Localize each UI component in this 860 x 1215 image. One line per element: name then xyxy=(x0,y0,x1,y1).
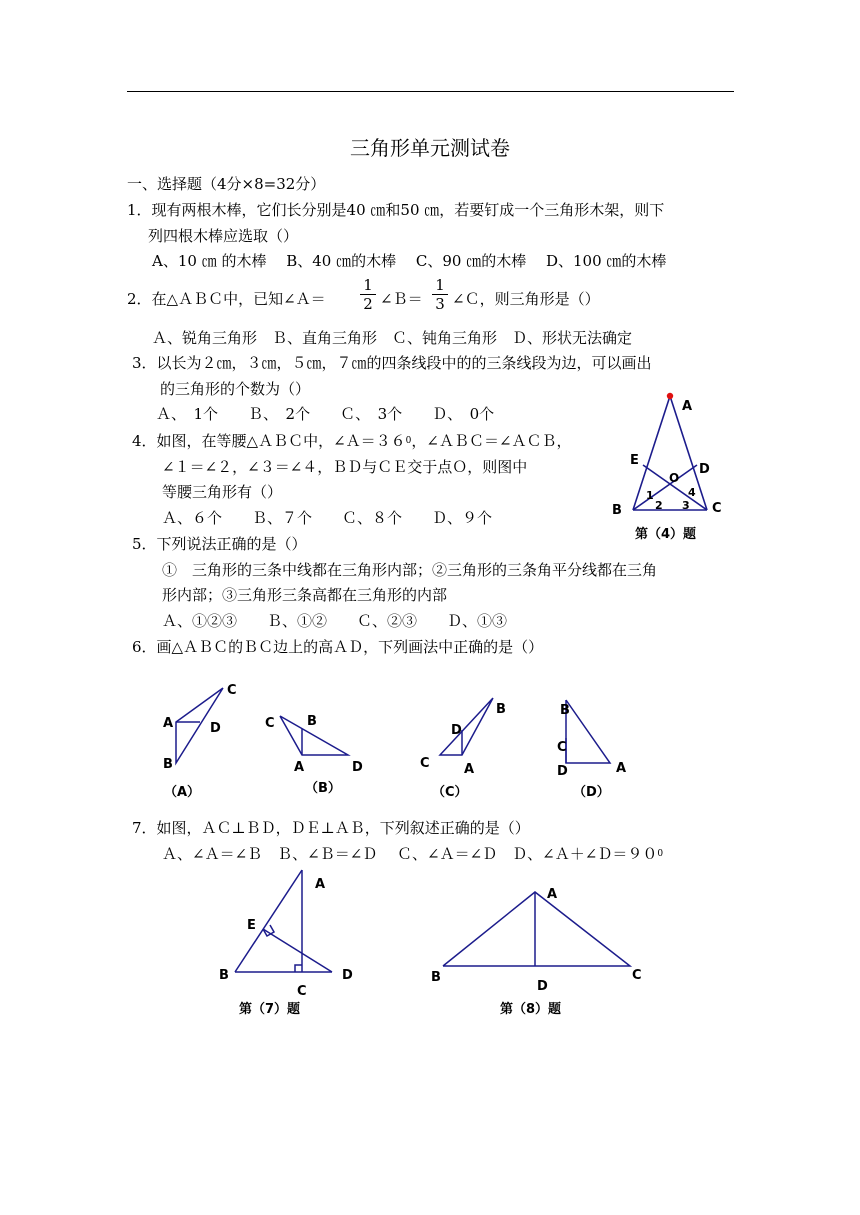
q4-label-e: E xyxy=(630,453,639,468)
q6-line1: 6．画△ＡＢＣ的ＢＣ边上的高ＡＤ，下列画法中正确的是（） xyxy=(132,638,544,656)
q4-label-d: D xyxy=(699,462,710,477)
q7-label-e: E xyxy=(247,918,256,933)
q6d-caption: （D） xyxy=(573,785,610,800)
q4-line1-a: 4．如图，在等腰△ＡＢＣ中，∠Ａ＝３６ xyxy=(132,432,406,450)
q8-label-b: B xyxy=(431,970,441,985)
q4-line2: ∠１＝∠２，∠３＝∠４，ＢＤ与ＣＥ交于点Ｏ，则图中 xyxy=(162,458,528,476)
q5-options: Ａ、①②③ Ｂ、①② Ｃ、②③ Ｄ、①③ xyxy=(162,612,508,630)
q6c-label-a: A xyxy=(464,762,475,777)
q5-line2: ① 三角形的三条中线都在三角形内部；②三角形的三条角平分线都在三角 xyxy=(162,561,658,579)
q6a-label-b: B xyxy=(163,757,173,772)
q4-options: Ａ、６个 Ｂ、７个 Ｃ、８个 Ｄ、９个 xyxy=(162,509,493,527)
q6b-label-a: A xyxy=(294,760,305,775)
section-heading: 一、选择题（4分×8=32分） xyxy=(127,175,326,193)
q1-line2: 列四根木棒应选取（） xyxy=(148,227,299,245)
q7-line1: 7．如图，ＡＣ⊥ＢＤ，ＤＥ⊥ＡＢ，下列叙述正确的是（） xyxy=(132,819,530,837)
q6b-caption: （B） xyxy=(305,781,341,796)
q7-options-text: Ａ、∠Ａ＝∠Ｂ Ｂ、∠Ｂ＝∠Ｄ Ｃ、∠Ａ＝∠Ｄ Ｄ、∠Ａ＋∠Ｄ＝９０ xyxy=(162,845,658,863)
q4-angle-2: 2 xyxy=(655,499,663,512)
q8-figure-caption: 第（8）题 xyxy=(500,1002,562,1017)
q2-middle: ∠Ｂ＝ xyxy=(380,290,423,308)
header-rule xyxy=(127,91,734,92)
q6a-label-c: C xyxy=(227,683,237,698)
q6d-triangle xyxy=(566,700,610,763)
q6c-label-c: C xyxy=(420,756,430,771)
q6b-label-b: B xyxy=(307,714,317,729)
q4-label-o: O xyxy=(669,471,680,485)
q2-frac2-den: 3 xyxy=(435,295,445,313)
q7-degree: 0 xyxy=(657,849,664,859)
q6d-label-b: B xyxy=(560,703,570,718)
q4-figure-caption: 第（4）题 xyxy=(635,527,697,542)
q4-line3: 等腰三角形有（） xyxy=(162,483,283,501)
q4-angle-3: 3 xyxy=(682,499,690,512)
page-title: 三角形单元测试卷 xyxy=(350,136,510,160)
q6c-triangle xyxy=(440,698,493,755)
q2-frac1-den: 2 xyxy=(363,295,373,313)
q2-frac2-num: 1 xyxy=(432,276,448,295)
q8-figure xyxy=(425,880,655,1022)
q1-options: A、10 ㎝ 的木棒 B、40 ㎝的木棒 C、90 ㎝的木棒 D、100 ㎝的木棒 xyxy=(152,252,667,270)
q4-figure xyxy=(600,388,740,548)
q5-line1: 5．下列说法正确的是（） xyxy=(132,535,307,553)
q2-prefix: 2．在△ＡＢＣ中，已知∠Ａ＝ xyxy=(127,290,326,308)
q7-label-d: D xyxy=(342,968,353,983)
q2-options: Ａ、锐角三角形 Ｂ、直角三角形 Ｃ、钝角三角形 Ｄ、形状无法确定 xyxy=(152,329,633,347)
q2-fraction-1 xyxy=(360,276,376,313)
q2-suffix: ∠Ｃ，则三角形是（） xyxy=(452,290,600,308)
q1-line1: 1．现有两根木棒，它们长分别是40 ㎝和50 ㎝，若要钉成一个三角形木架，则下 xyxy=(127,201,665,219)
q4-angle-4: 4 xyxy=(688,486,696,499)
q7-label-c: C xyxy=(297,984,307,999)
q4-line1-b: ，∠ＡＢＣ＝∠ＡＣＢ， xyxy=(411,432,572,450)
q4-label-a: A xyxy=(682,399,693,414)
q6c-caption: （C） xyxy=(432,785,468,800)
q7-figure xyxy=(210,862,370,1022)
q4-degree: 0 xyxy=(405,436,412,446)
q7-segment-ab xyxy=(235,870,302,972)
q4-line1 xyxy=(132,431,572,451)
q7-label-b: B xyxy=(219,968,229,983)
q6a-caption: （A） xyxy=(164,785,201,800)
q3-options: Ａ、 1个 Ｂ、 2个 Ｃ、 3个 Ｄ、 0个 xyxy=(156,405,495,423)
q6d-label-a: A xyxy=(616,761,627,776)
q7-options xyxy=(162,844,663,864)
q3-line1: 3．以长为２㎝，３㎝，５㎝，７㎝的四条线段中的的三条线段为边，可以画出 xyxy=(132,354,652,372)
q6-figures xyxy=(150,678,650,803)
q6b-label-c: C xyxy=(265,716,275,731)
q6a-label-d: D xyxy=(210,721,221,736)
q4-label-b: B xyxy=(612,503,622,518)
q7-label-a: A xyxy=(315,877,326,892)
q8-triangle xyxy=(443,892,630,966)
q2-frac1-num: 1 xyxy=(360,276,376,295)
q6b-label-d: D xyxy=(352,760,363,775)
q7-right-angle-c xyxy=(295,965,302,972)
q6c-label-d: D xyxy=(451,723,462,738)
q5-line3: 形内部；③三角形三条高都在三角形的内部 xyxy=(162,586,448,604)
q3-line2: 的三角形的个数为（） xyxy=(160,380,311,398)
q8-label-c: C xyxy=(632,968,642,983)
q8-label-a: A xyxy=(547,887,558,902)
q2-fraction-2 xyxy=(432,276,448,313)
q4-vertex-dot xyxy=(667,393,673,399)
q6d-label-d: D xyxy=(557,764,568,779)
q4-label-c: C xyxy=(712,501,722,516)
q7-figure-caption: 第（7）题 xyxy=(239,1002,301,1017)
q4-angle-1: 1 xyxy=(646,489,654,502)
q6d-label-c: C xyxy=(557,740,567,755)
q6c-label-b: B xyxy=(496,702,506,717)
q6a-label-a: A xyxy=(163,716,174,731)
q8-label-d: D xyxy=(537,979,548,994)
